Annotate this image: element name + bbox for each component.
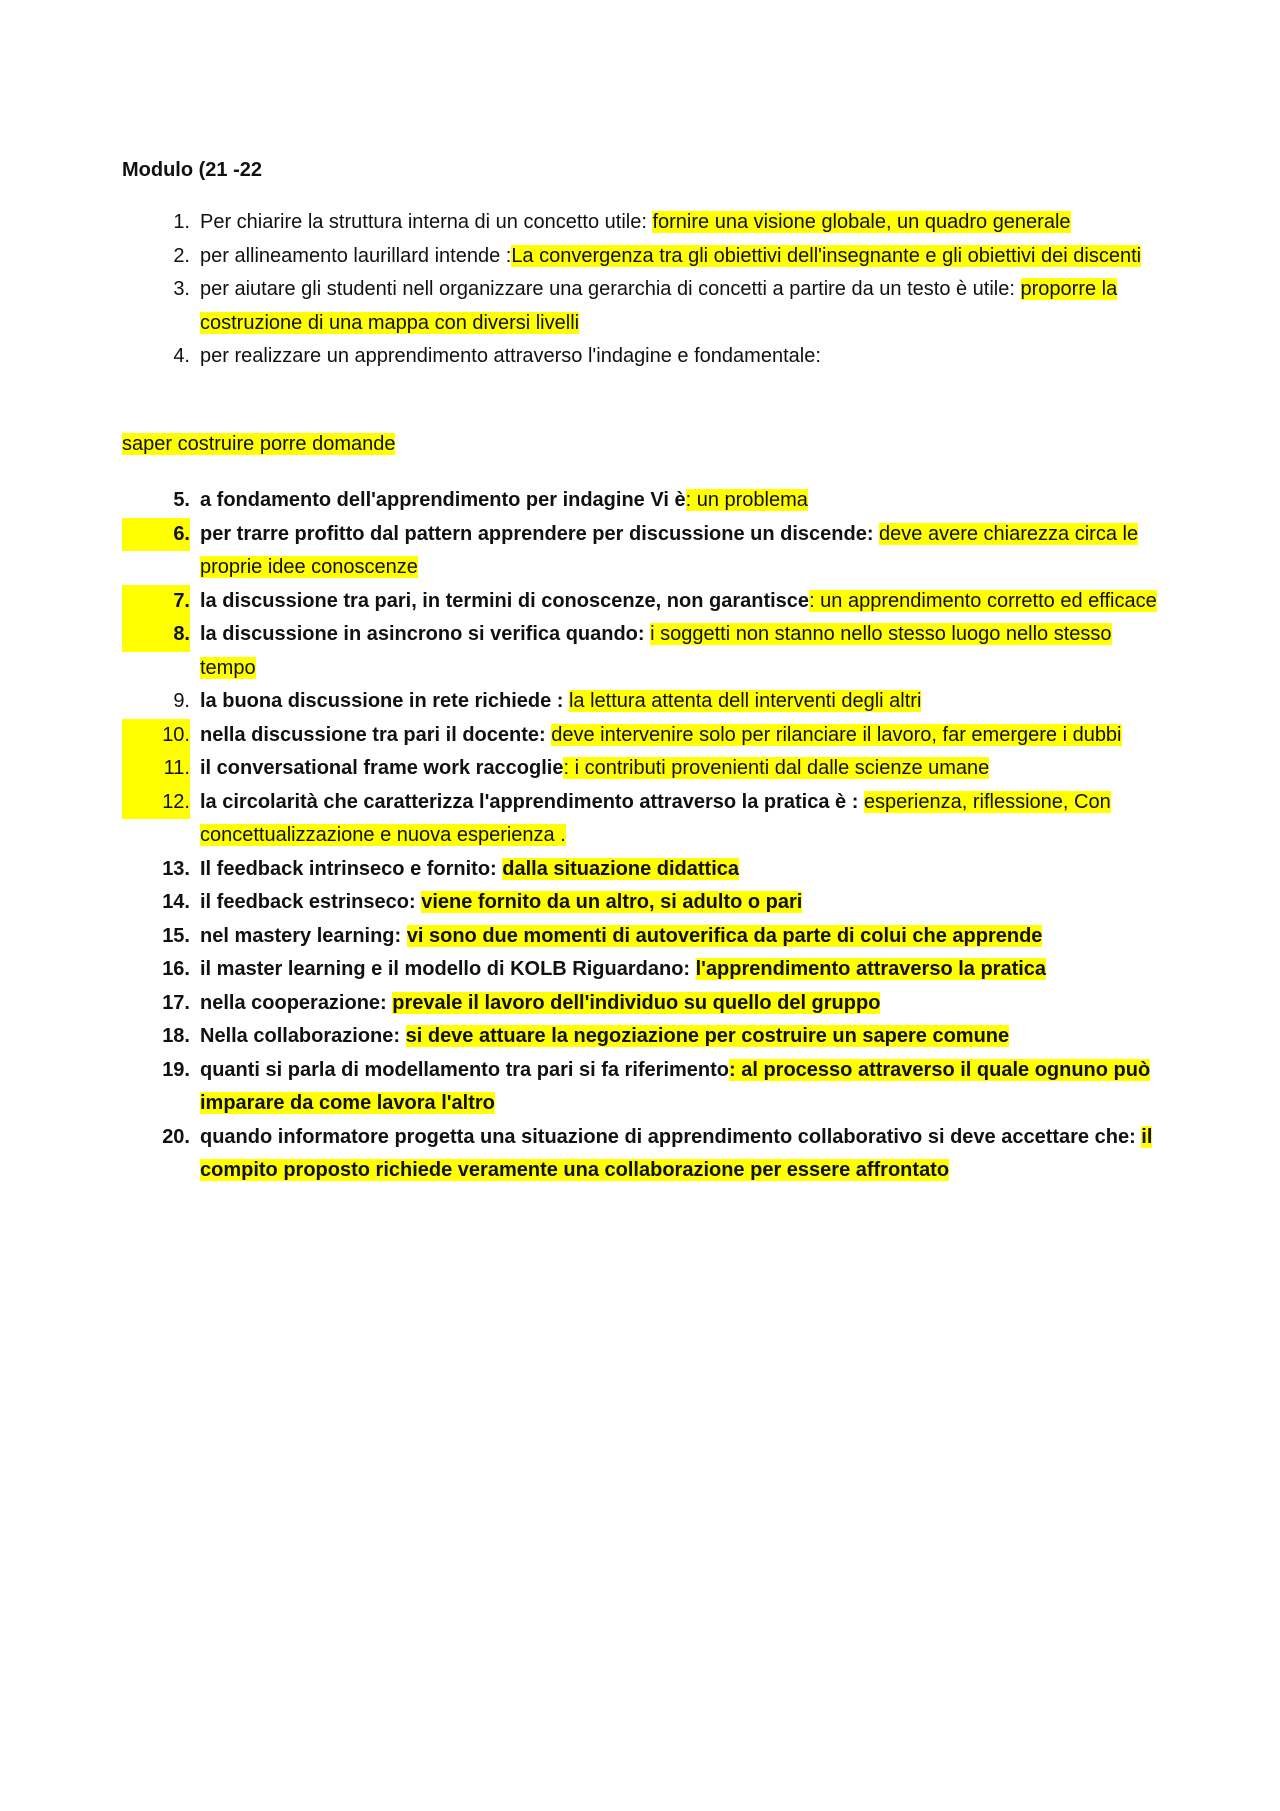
question-text: il feedback estrinseco:: [200, 891, 422, 913]
item-number: 12.: [122, 786, 190, 820]
answer-highlight: l'apprendimento attraverso la pratica: [695, 958, 1047, 980]
item-number: 13.: [162, 857, 190, 880]
answer-highlight: : al processo attraverso il quale ognuno può imparare da come lavora l'altro: [200, 1058, 1151, 1114]
question-list-part2: [122, 484, 1172, 1188]
answer-highlight: prevale il lavoro dell'individuo su quello del gruppo: [392, 991, 881, 1014]
list-item: [122, 685, 1172, 719]
answer-highlight: La convergenza tra gli obiettivi dell'insegnante e gli obiettivi dei discenti: [511, 244, 1142, 267]
item-number: 7.: [122, 585, 190, 619]
question-text: per trarre profitto dal pattern apprendere per discussione un discende:: [200, 522, 880, 545]
question-text: la circolarità che caratterizza l'apprendimento attraverso la pratica è :: [200, 790, 864, 813]
item-number: 6.: [122, 518, 190, 552]
answer-highlight: la lettura attenta dell interventi degli altri: [568, 690, 922, 712]
answer-highlight: dalla situazione didattica: [502, 857, 739, 880]
item-number: 10.: [122, 719, 190, 753]
question-text: la discussione in asincrono si verifica quando:: [200, 623, 651, 645]
list-item: [122, 240, 1172, 274]
question-text: per allineamento laurillard intende :: [200, 244, 512, 267]
list-item: [122, 719, 1172, 753]
question-text: per realizzare un apprendimento attraverso l'indagine e fondamentale:: [200, 345, 821, 367]
list-item: [122, 752, 1172, 786]
list-item: [122, 273, 1172, 340]
list-item: [122, 1121, 1172, 1188]
answer-highlight: si deve attuare la negoziazione per costruire un sapere comune: [405, 1025, 1010, 1047]
answer-highlight: : un apprendimento corretto ed efficace: [809, 589, 1157, 612]
item-number: 17.: [162, 991, 190, 1014]
item-number: 11.: [122, 752, 190, 786]
item-number: 2.: [173, 244, 190, 267]
list-item: [122, 1054, 1172, 1121]
question-text: il master learning e il modello di KOLB Riguardano:: [200, 958, 696, 980]
item-number: 9.: [173, 690, 190, 712]
standalone-answer: [122, 428, 395, 462]
answer-highlight: esperienza, riflessione, Con concettualizzazione e nuova esperienza .: [200, 790, 1111, 846]
item-number: 5.: [173, 489, 190, 511]
question-text: nel mastery learning:: [200, 924, 407, 947]
item-number: 8.: [122, 618, 190, 652]
answer-highlight: : i contributi provenienti dal dalle scienze umane: [563, 757, 990, 779]
list-item: [122, 853, 1172, 887]
list-item: [122, 1020, 1172, 1054]
answer-highlight: vi sono due momenti di autoverifica da parte di colui che apprende: [406, 924, 1043, 947]
question-text: quando informatore progetta una situazione di apprendimento collaborativo si deve accettare che:: [200, 1125, 1142, 1148]
question-text: quanti si parla di modellamento tra pari si fa riferimento: [200, 1058, 730, 1081]
answer-highlight: viene fornito da un altro, si adulto o pari: [421, 891, 803, 913]
answer-highlight: deve avere chiarezza circa le proprie idee conoscenze: [200, 522, 1139, 578]
item-number: 14.: [162, 891, 190, 913]
list-item: [122, 206, 1172, 240]
question-text: Nella collaborazione:: [200, 1025, 406, 1047]
question-text: la discussione tra pari, in termini di conoscenze, non garantisce: [200, 589, 810, 612]
list-item: [122, 518, 1172, 585]
item-number: 16.: [162, 958, 190, 980]
question-text: a fondamento dell'apprendimento per indagine Vi è: [200, 489, 686, 511]
question-text: la buona discussione in rete richiede :: [200, 690, 569, 712]
list-item: [122, 886, 1172, 920]
item-number: 19.: [162, 1058, 190, 1081]
question-text: nella discussione tra pari il docente:: [200, 723, 552, 746]
list-item: [122, 786, 1172, 853]
item-number: 3.: [173, 278, 190, 300]
question-list-part1: [122, 206, 1172, 374]
item-number: 18.: [162, 1025, 190, 1047]
answer-highlight: saper costruire porre domande: [122, 433, 396, 455]
item-number: 15.: [162, 924, 190, 947]
page-title: Modulo (21 -22: [122, 159, 263, 181]
answer-highlight: i soggetti non stanno nello stesso luogo nello stesso tempo: [200, 623, 1112, 679]
item-number: 20.: [162, 1125, 190, 1148]
question-text: Il feedback intrinseco e fornito:: [200, 857, 503, 880]
list-item: [122, 920, 1172, 954]
answer-highlight: il compito proposto richiede veramente una collaborazione per essere affrontato: [200, 1125, 1153, 1181]
list-item: [122, 484, 1172, 518]
answer-highlight: proporre la costruzione di una mappa con diversi livelli: [200, 278, 1118, 334]
item-number: 4.: [173, 345, 190, 367]
list-item: [122, 618, 1172, 685]
list-item: [122, 340, 1172, 374]
question-text: il conversational frame work raccoglie: [200, 757, 564, 779]
item-number: 1.: [173, 211, 190, 233]
answer-highlight: : un problema: [685, 489, 808, 511]
question-text: nella cooperazione:: [200, 991, 393, 1014]
question-text: per aiutare gli studenti nell organizzare una gerarchia di concetti a partire da un testo è utile:: [200, 278, 1021, 300]
list-item: [122, 585, 1172, 619]
list-item: [122, 987, 1172, 1021]
answer-highlight: fornire una visione globale, un quadro generale: [652, 211, 1071, 233]
list-item: [122, 953, 1172, 987]
question-text: Per chiarire la struttura interna di un concetto utile:: [200, 211, 653, 233]
answer-highlight: deve intervenire solo per rilanciare il lavoro, far emergere i dubbi: [551, 723, 1122, 746]
